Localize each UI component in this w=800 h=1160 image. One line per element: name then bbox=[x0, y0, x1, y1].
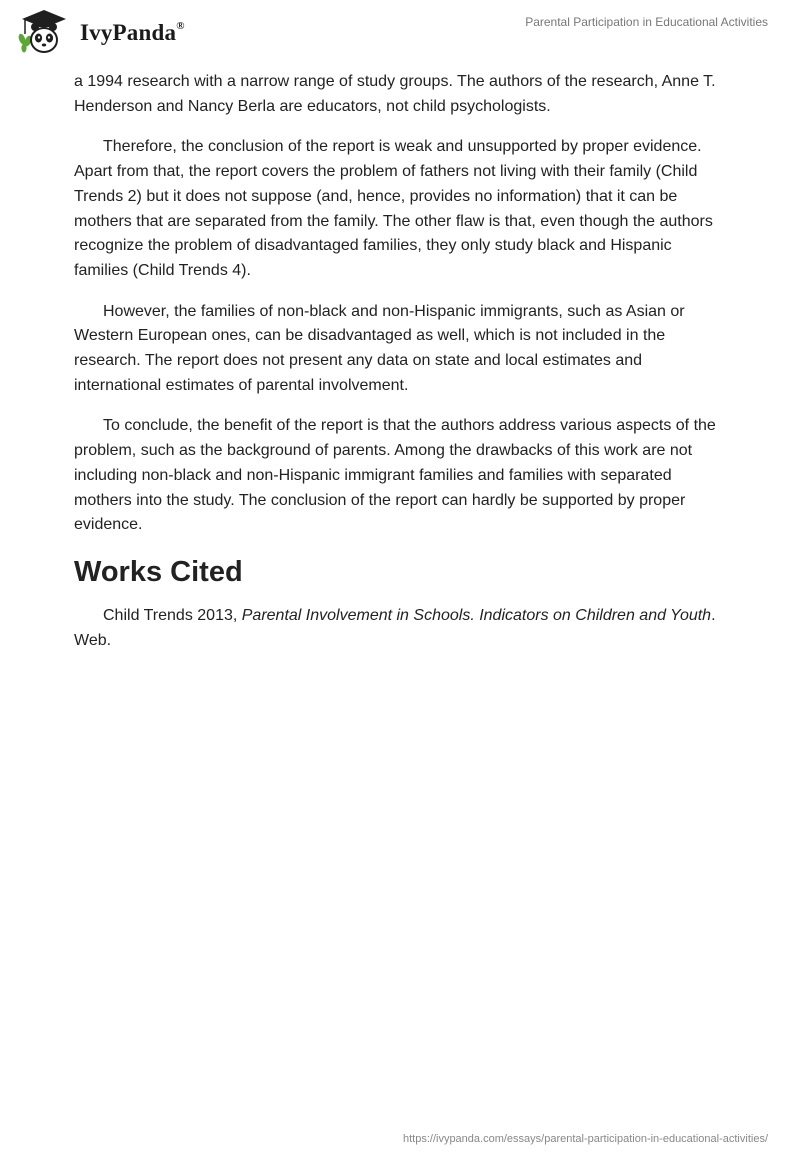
works-cited-heading: Works Cited bbox=[74, 555, 243, 588]
citation-entry bbox=[74, 604, 726, 653]
brand-name-text: IvyPanda bbox=[80, 20, 177, 45]
citation-prefix: Child Trends 2013, bbox=[103, 606, 242, 624]
paragraph: However, the families of non-black and non-Hispanic immigrants, such as Asian or Western European ones, can be disadvantaged as well, which is not included in the research. The report does not present any data on state and local estimates and international estimates of parental involvement. bbox=[74, 302, 685, 394]
page-header bbox=[0, 0, 800, 64]
paragraph: Therefore, the conclusion of the report is weak and unsupported by proper evidence. Apart from that, the report covers the problem of fathers not living with their family (Child Trends 2) but it does not suppose (and, hence, provides no information) that it can be mothers that are separated from the family. The other flaw is that, even though the authors recognize the problem of disadvantaged families, they only study black and Hispanic families (Child Trends 4). bbox=[74, 138, 713, 279]
registered-mark: ® bbox=[176, 20, 185, 33]
citation-title: Parental Involvement in Schools. Indicators on Children and Youth bbox=[241, 606, 712, 624]
document-title: Parental Participation in Educational Activities bbox=[525, 15, 768, 29]
brand-logo[interactable] bbox=[14, 8, 185, 58]
source-url[interactable]: https://ivypanda.com/essays/parental-participation-in-educational-activities/ bbox=[402, 1133, 768, 1145]
essay-content bbox=[74, 70, 726, 653]
paragraph-continued: a 1994 research with a narrow range of study groups. The authors of the research, Anne T. Henderson and Nancy Berla are educators, not child psychologists. bbox=[74, 73, 716, 115]
panda-graduate-icon bbox=[14, 8, 76, 58]
brand-name bbox=[80, 20, 185, 46]
citation-suffix: . Web. bbox=[74, 606, 716, 649]
paragraph: To conclude, the benefit of the report is that the authors address various aspects of the problem, such as the background of parents. Among the drawbacks of this work are not including non-black and non-Hispanic immigrant families and families with separated mothers into the study. The conclusion of the report can hardly be supported by proper evidence. bbox=[74, 417, 716, 534]
